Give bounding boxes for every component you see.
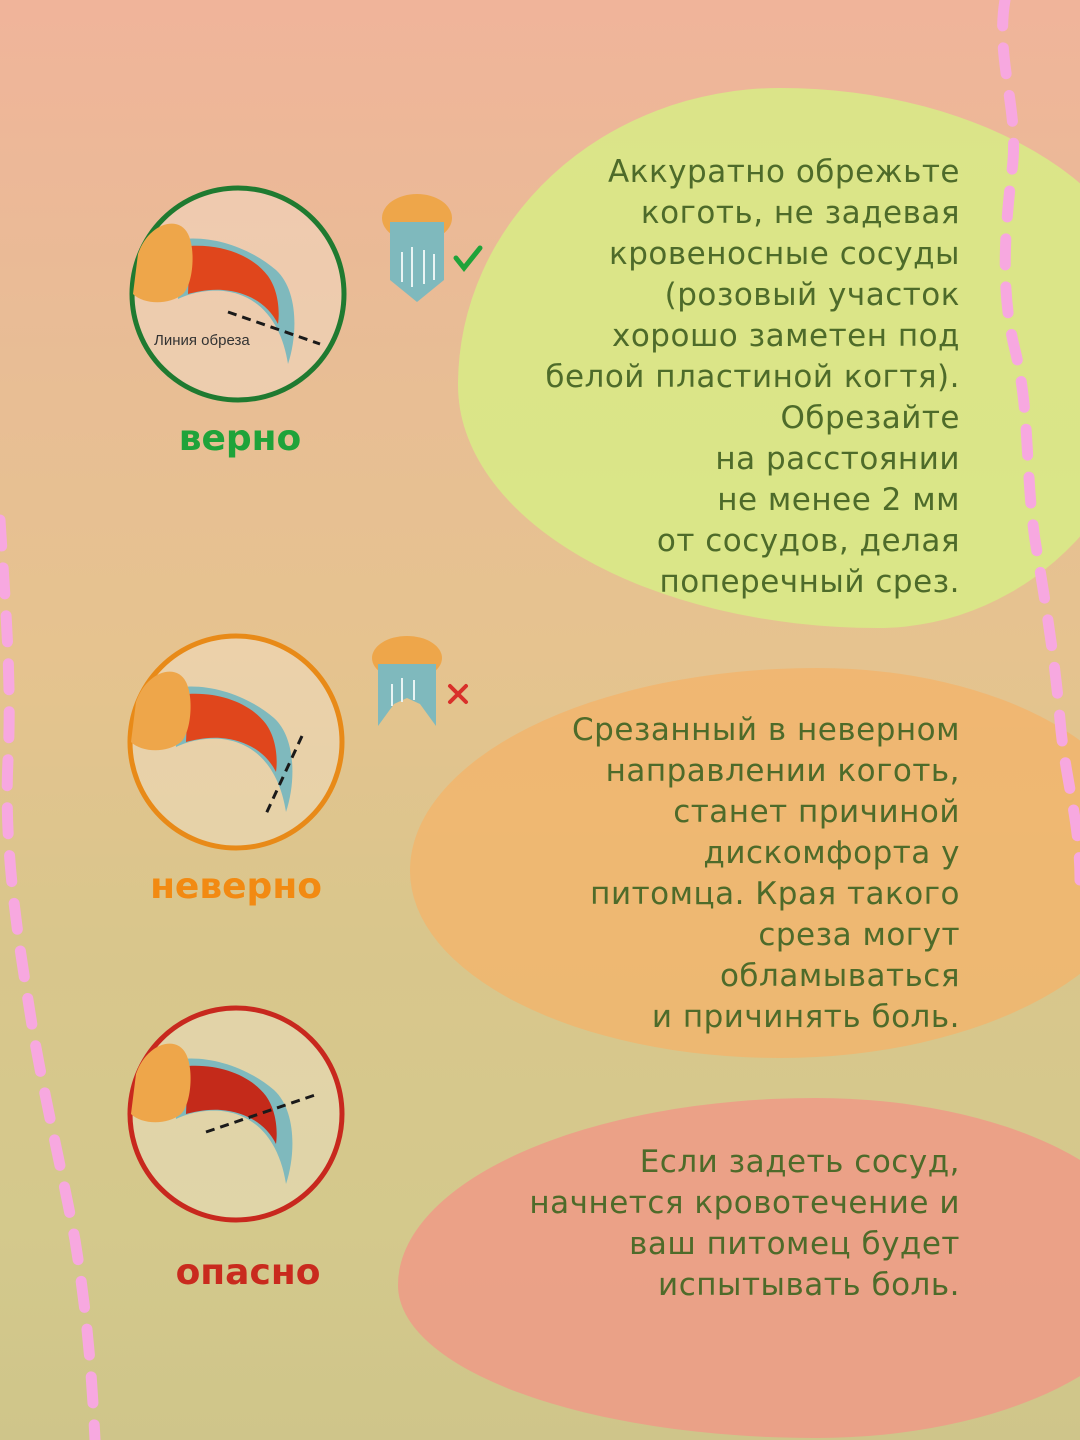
text-dangerous: Если задеть сосуд, начнется кровотечение и ваш питомец будет испытывать боль.	[529, 1144, 960, 1303]
verdict-correct: верно	[178, 418, 302, 459]
verdict-dangerous: опасно	[175, 1252, 321, 1293]
text-correct: Аккуратно обрежьте коготь, не задевая кровеносные сосуды (розовый участок хорошо заметен под белой пластиной когтя). Обрезайте на расстоянии не менее 2 мм от сосудов, делая поперечный срез.	[545, 154, 960, 600]
claw-diagram-wrong	[126, 632, 346, 852]
claw-diagram-dangerous	[126, 1004, 346, 1224]
text-wrong: Срезанный в неверном направлении коготь, станет причиной дискомфорта у питомца. Края такого среза могут обламываться и причинять боль.	[572, 712, 960, 1035]
cross-icon	[450, 686, 466, 702]
verdict-wrong: неверно	[150, 866, 322, 907]
cut-line-label: Линия обреза	[154, 332, 250, 349]
claw-diagram-correct	[128, 184, 348, 404]
